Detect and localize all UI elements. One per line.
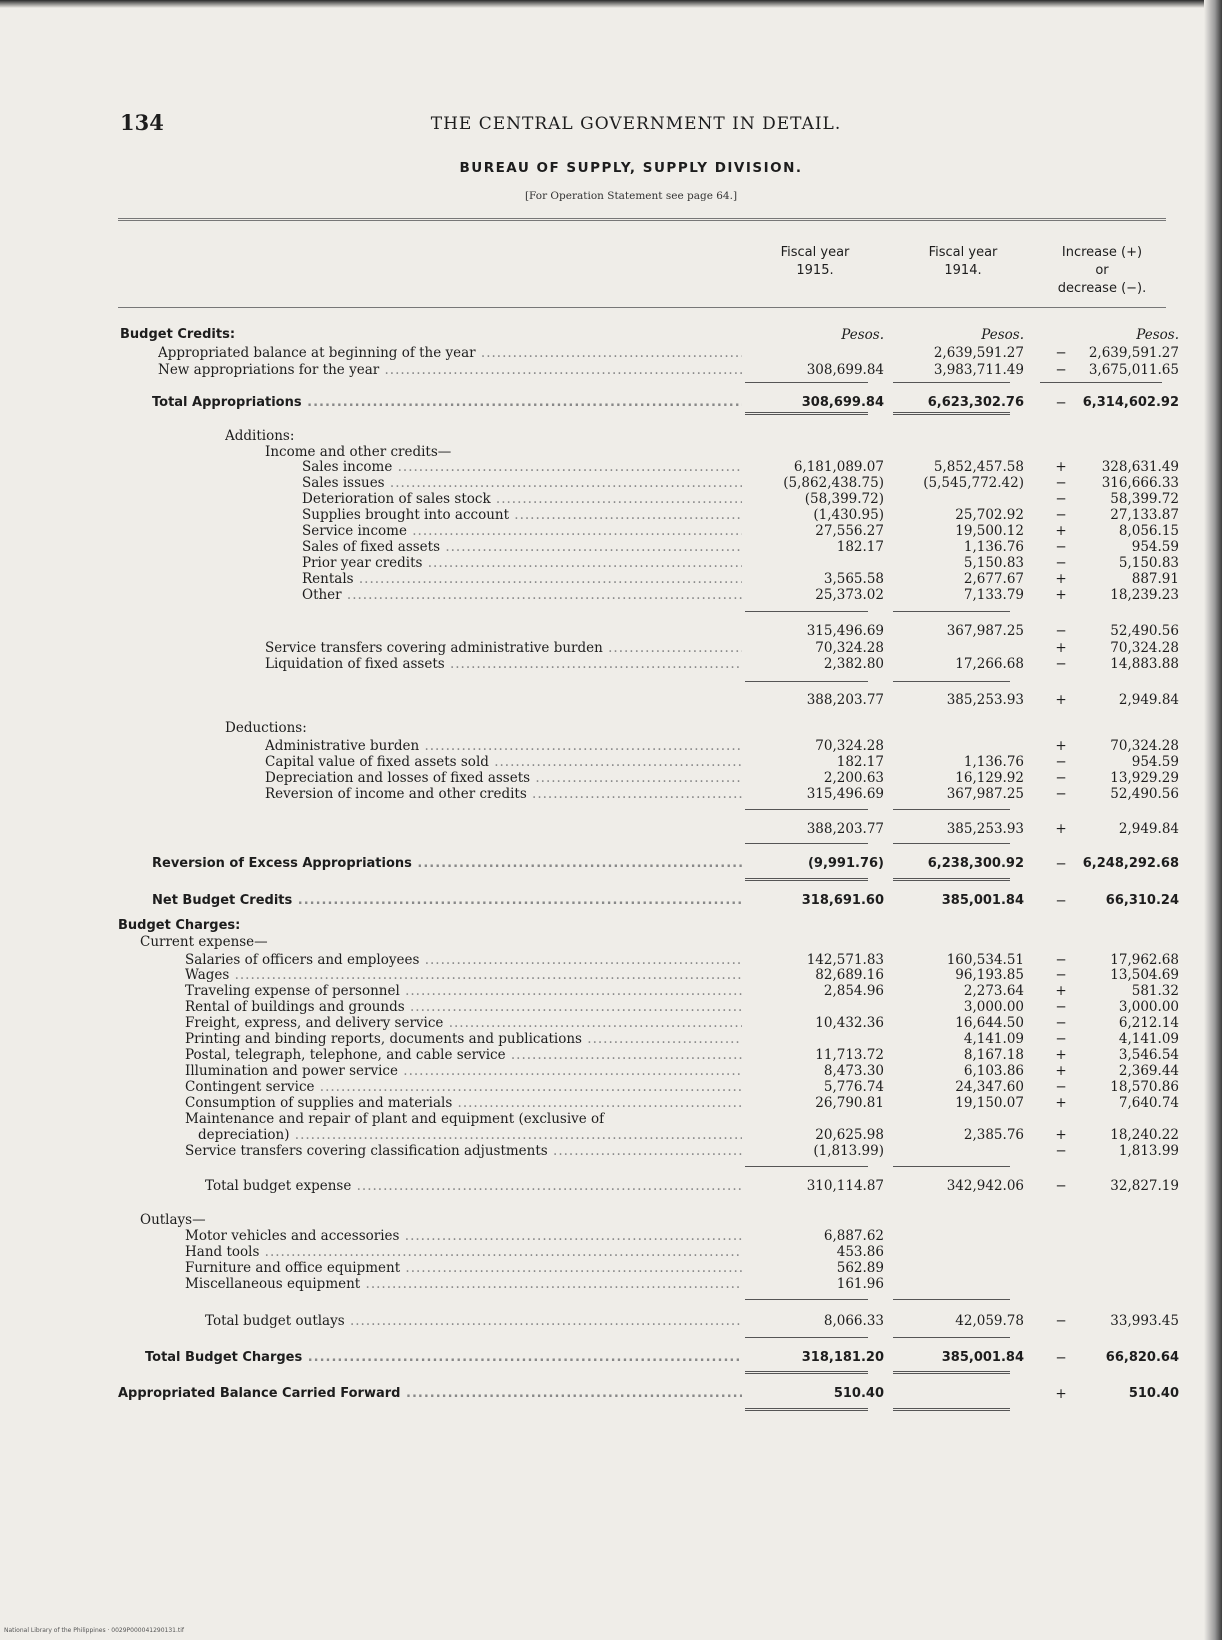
header-bottom-rule bbox=[118, 307, 1166, 308]
change-sign: − bbox=[1055, 555, 1067, 571]
summation-rule bbox=[893, 611, 1010, 612]
value-1915: 182.17 bbox=[836, 754, 884, 770]
row-label: Total Budget Charges ..... bbox=[145, 1350, 742, 1366]
row-label: Sales issues ..... bbox=[302, 475, 742, 491]
value-1914: 385,253.93 bbox=[946, 821, 1024, 837]
change-sign: + bbox=[1055, 1063, 1067, 1079]
column-header-line: Fiscal year bbox=[928, 245, 998, 260]
value-1914: 3,000.00 bbox=[963, 999, 1024, 1015]
summation-rule bbox=[893, 843, 1010, 844]
value-1914: 367,987.25 bbox=[946, 623, 1024, 639]
change-sign: − bbox=[1055, 1079, 1067, 1095]
summation-rule bbox=[893, 809, 1010, 810]
table-row bbox=[0, 934, 1222, 950]
row-label: Budget Charges: bbox=[118, 918, 241, 933]
row-label: Depreciation and losses of fixed assets ..... bbox=[265, 770, 742, 786]
table-row bbox=[0, 656, 1222, 672]
row-label: Net Budget Credits ..... bbox=[152, 893, 742, 909]
value-1915: 25,373.02 bbox=[815, 587, 884, 603]
table-row bbox=[0, 952, 1222, 968]
summation-rule bbox=[893, 412, 1010, 415]
value-1915: 161.96 bbox=[836, 1276, 884, 1292]
value-change: 70,324.28 bbox=[1110, 640, 1179, 656]
value-change: 32,827.19 bbox=[1110, 1178, 1179, 1194]
value-1915: 3,565.58 bbox=[823, 571, 884, 587]
change-sign: − bbox=[1055, 1313, 1067, 1329]
change-sign: − bbox=[1055, 770, 1067, 786]
value-change: 7,640.74 bbox=[1118, 1095, 1179, 1111]
value-1915: (9,991.76) bbox=[807, 856, 884, 871]
change-sign: − bbox=[1055, 1178, 1067, 1194]
value-1914: 7,133.79 bbox=[963, 587, 1024, 603]
value-change: 66,820.64 bbox=[1105, 1350, 1179, 1365]
row-label: Reversion of income and other credits ..... bbox=[265, 786, 742, 802]
value-1915: (58,399.72) bbox=[804, 491, 884, 507]
value-change: 6,212.14 bbox=[1118, 1015, 1179, 1031]
row-label: Income and other credits— bbox=[265, 444, 452, 460]
value-1915: 315,496.69 bbox=[806, 623, 884, 639]
column-header-line: 1915. bbox=[796, 263, 834, 278]
table-row bbox=[0, 345, 1222, 361]
change-sign: + bbox=[1055, 640, 1067, 656]
summation-rule bbox=[893, 1408, 1010, 1411]
summation-rule bbox=[893, 1299, 1010, 1300]
change-sign: − bbox=[1055, 1015, 1067, 1031]
value-1915: 2,382.80 bbox=[823, 656, 884, 672]
row-label: Hand tools ..... bbox=[185, 1244, 742, 1260]
value-1915: 142,571.83 bbox=[806, 952, 884, 968]
value-1915: 310,114.87 bbox=[806, 1178, 884, 1194]
table-row bbox=[0, 1313, 1222, 1329]
page-number: 134 bbox=[120, 110, 164, 135]
value-change: 1,813.99 bbox=[1118, 1143, 1179, 1159]
table-row bbox=[0, 1260, 1222, 1276]
value-1914: 8,167.18 bbox=[963, 1047, 1024, 1063]
table-row bbox=[0, 856, 1222, 872]
change-sign: − bbox=[1055, 786, 1067, 802]
change-sign: + bbox=[1055, 587, 1067, 603]
value-change: Pesos. bbox=[1136, 327, 1179, 343]
table-row bbox=[0, 475, 1222, 491]
value-1914: 19,150.07 bbox=[955, 1095, 1024, 1111]
value-change: 52,490.56 bbox=[1110, 623, 1179, 639]
row-label: Wages ..... bbox=[185, 967, 742, 983]
value-1914: 24,347.60 bbox=[955, 1079, 1024, 1095]
change-sign: − bbox=[1055, 856, 1067, 872]
change-sign: − bbox=[1055, 395, 1067, 411]
summation-rule bbox=[745, 1408, 868, 1411]
row-label: Printing and binding reports, documents and publications ..... bbox=[185, 1031, 742, 1047]
table-row bbox=[0, 1031, 1222, 1047]
row-label: Illumination and power service ..... bbox=[185, 1063, 742, 1079]
row-label: Sales income ..... bbox=[302, 459, 742, 475]
value-1915: 8,066.33 bbox=[823, 1313, 884, 1329]
row-label: New appropriations for the year ..... bbox=[158, 362, 742, 378]
value-1915: (5,862,438.75) bbox=[783, 475, 884, 491]
table-row bbox=[0, 1212, 1222, 1228]
table-row bbox=[0, 786, 1222, 802]
change-sign: − bbox=[1055, 539, 1067, 555]
table-row bbox=[0, 1228, 1222, 1244]
summation-rule bbox=[893, 1371, 1010, 1374]
table-row bbox=[0, 587, 1222, 603]
value-change: 316,666.33 bbox=[1101, 475, 1179, 491]
value-change: 13,929.29 bbox=[1110, 770, 1179, 786]
value-1914: 6,238,300.92 bbox=[927, 856, 1024, 871]
value-change: 33,993.45 bbox=[1110, 1313, 1179, 1329]
table-row bbox=[0, 459, 1222, 475]
change-sign: − bbox=[1055, 656, 1067, 672]
value-1915: 82,689.16 bbox=[815, 967, 884, 983]
change-sign: − bbox=[1055, 475, 1067, 491]
value-1914: 2,273.64 bbox=[963, 983, 1024, 999]
value-1914: 2,639,591.27 bbox=[933, 345, 1024, 361]
row-label: Service transfers covering administrative burden ..... bbox=[265, 640, 742, 656]
table-row bbox=[0, 754, 1222, 770]
value-1915: 26,790.81 bbox=[815, 1095, 884, 1111]
value-change: 18,239.23 bbox=[1110, 587, 1179, 603]
table-row bbox=[0, 821, 1222, 837]
row-label: Maintenance and repair of plant and equipment (exclusive of bbox=[185, 1111, 605, 1127]
table-row bbox=[0, 395, 1222, 411]
table-row bbox=[0, 1350, 1222, 1366]
value-change: 2,949.84 bbox=[1118, 821, 1179, 837]
row-label: Sales of fixed assets ..... bbox=[302, 539, 742, 555]
change-sign: + bbox=[1055, 571, 1067, 587]
summation-rule bbox=[745, 1299, 868, 1300]
value-1915: 308,699.84 bbox=[806, 362, 884, 378]
value-1915: 11,713.72 bbox=[815, 1047, 884, 1063]
table-row bbox=[0, 999, 1222, 1015]
value-1915: Pesos. bbox=[841, 327, 884, 343]
row-label: Postal, telegraph, telephone, and cable service ..... bbox=[185, 1047, 742, 1063]
summation-rule bbox=[745, 878, 868, 881]
change-sign: + bbox=[1055, 1047, 1067, 1063]
change-sign: + bbox=[1055, 692, 1067, 708]
value-1915: 182.17 bbox=[836, 539, 884, 555]
table-row bbox=[0, 738, 1222, 754]
change-sign: − bbox=[1055, 623, 1067, 639]
table-row bbox=[0, 444, 1222, 460]
table-row bbox=[0, 1047, 1222, 1063]
value-1914: 5,852,457.58 bbox=[933, 459, 1024, 475]
value-1915: 10,432.36 bbox=[815, 1015, 884, 1031]
value-1914: 5,150.83 bbox=[963, 555, 1024, 571]
value-1915: 453.86 bbox=[836, 1244, 884, 1260]
value-1914: Pesos. bbox=[981, 327, 1024, 343]
row-label: Supplies brought into account ..... bbox=[302, 507, 742, 523]
value-change: 510.40 bbox=[1128, 1386, 1179, 1401]
change-sign: − bbox=[1055, 1143, 1067, 1159]
value-1914: 385,001.84 bbox=[941, 1350, 1024, 1365]
value-1915: 318,691.60 bbox=[801, 893, 884, 908]
value-1915: 2,200.63 bbox=[823, 770, 884, 786]
row-label: Traveling expense of personnel ..... bbox=[185, 983, 742, 999]
table-row bbox=[0, 1143, 1222, 1159]
value-1915: 562.89 bbox=[836, 1260, 884, 1276]
summation-rule bbox=[893, 681, 1010, 682]
value-1915: 318,181.20 bbox=[801, 1350, 884, 1365]
table-row bbox=[0, 1063, 1222, 1079]
value-change: 58,399.72 bbox=[1110, 491, 1179, 507]
value-1914: 6,103.86 bbox=[963, 1063, 1024, 1079]
summation-rule bbox=[745, 1166, 868, 1167]
table-row bbox=[0, 1111, 1222, 1127]
row-label: Appropriated Balance Carried Forward ..... bbox=[118, 1386, 742, 1402]
value-1915: 510.40 bbox=[833, 1386, 884, 1401]
row-label: Rental of buildings and grounds ..... bbox=[185, 999, 742, 1015]
column-header-1914 bbox=[903, 244, 1023, 280]
row-label: Salaries of officers and employees ..... bbox=[185, 952, 742, 968]
column-header-line: Fiscal year bbox=[780, 245, 850, 260]
summation-rule bbox=[893, 1166, 1010, 1167]
value-1914: 367,987.25 bbox=[946, 786, 1024, 802]
summation-rule bbox=[893, 878, 1010, 881]
table-row bbox=[0, 1079, 1222, 1095]
table-row bbox=[0, 327, 1222, 343]
row-label: Liquidation of fixed assets ..... bbox=[265, 656, 742, 672]
row-label: Reversion of Excess Appropriations ..... bbox=[152, 856, 742, 872]
summation-rule bbox=[745, 681, 868, 682]
column-header-change bbox=[1032, 244, 1172, 298]
scan-credit: National Library of the Philippines · 0029P000041290131.tif bbox=[4, 1627, 185, 1634]
row-label: Consumption of supplies and materials ..... bbox=[185, 1095, 742, 1111]
value-1914: 16,644.50 bbox=[955, 1015, 1024, 1031]
row-label: Total budget expense ..... bbox=[205, 1178, 742, 1194]
value-1914: 385,001.84 bbox=[941, 893, 1024, 908]
summation-rule bbox=[893, 1337, 1010, 1338]
summation-rule bbox=[893, 382, 1010, 383]
value-1914: 4,141.09 bbox=[963, 1031, 1024, 1047]
value-1914: 2,677.67 bbox=[963, 571, 1024, 587]
row-label: Deductions: bbox=[225, 720, 307, 736]
value-change: 5,150.83 bbox=[1118, 555, 1179, 571]
change-sign: + bbox=[1055, 459, 1067, 475]
value-1915: 6,887.62 bbox=[823, 1228, 884, 1244]
value-change: 887.91 bbox=[1131, 571, 1179, 587]
value-change: 17,962.68 bbox=[1110, 952, 1179, 968]
column-header-line: 1914. bbox=[944, 263, 982, 278]
table-row bbox=[0, 1127, 1222, 1143]
row-label: Appropriated balance at beginning of the year ..... bbox=[158, 345, 742, 361]
value-change: 3,675,011.65 bbox=[1088, 362, 1179, 378]
value-change: 6,314,602.92 bbox=[1082, 395, 1179, 410]
row-label: Motor vehicles and accessories ..... bbox=[185, 1228, 742, 1244]
change-sign: + bbox=[1055, 1127, 1067, 1143]
value-1915: 70,324.28 bbox=[815, 640, 884, 656]
value-1914: 160,534.51 bbox=[946, 952, 1024, 968]
summation-rule bbox=[745, 809, 868, 810]
section-title: BUREAU OF SUPPLY, SUPPLY DIVISION. bbox=[459, 160, 803, 176]
table-row bbox=[0, 1386, 1222, 1402]
column-header-line: or bbox=[1095, 263, 1109, 278]
change-sign: − bbox=[1055, 999, 1067, 1015]
value-1915: 27,556.27 bbox=[815, 523, 884, 539]
value-1914: 3,983,711.49 bbox=[933, 362, 1024, 378]
value-1915: 315,496.69 bbox=[806, 786, 884, 802]
value-change: 3,546.54 bbox=[1118, 1047, 1179, 1063]
value-change: 6,248,292.68 bbox=[1082, 856, 1179, 871]
change-sign: − bbox=[1055, 1350, 1067, 1366]
value-change: 2,639,591.27 bbox=[1088, 345, 1179, 361]
value-1914: 16,129.92 bbox=[955, 770, 1024, 786]
row-label: Capital value of fixed assets sold ..... bbox=[265, 754, 742, 770]
value-change: 70,324.28 bbox=[1110, 738, 1179, 754]
value-1915: 2,854.96 bbox=[823, 983, 884, 999]
row-label: Furniture and office equipment ..... bbox=[185, 1260, 742, 1276]
value-change: 2,949.84 bbox=[1118, 692, 1179, 708]
value-change: 328,631.49 bbox=[1101, 459, 1179, 475]
value-1915: 8,473.30 bbox=[823, 1063, 884, 1079]
table-row bbox=[0, 640, 1222, 656]
change-sign: − bbox=[1055, 491, 1067, 507]
value-change: 18,570.86 bbox=[1110, 1079, 1179, 1095]
row-label: Prior year credits ..... bbox=[302, 555, 742, 571]
table-row bbox=[0, 623, 1222, 639]
value-change: 2,369.44 bbox=[1118, 1063, 1179, 1079]
summation-rule bbox=[745, 1337, 868, 1338]
value-1914: (5,545,772.42) bbox=[923, 475, 1024, 491]
value-change: 66,310.24 bbox=[1105, 893, 1179, 908]
value-1915: 70,324.28 bbox=[815, 738, 884, 754]
value-1914: 2,385.76 bbox=[963, 1127, 1024, 1143]
value-1914: 1,136.76 bbox=[963, 539, 1024, 555]
value-change: 581.32 bbox=[1131, 983, 1179, 999]
value-change: 27,133.87 bbox=[1110, 507, 1179, 523]
row-label: Total budget outlays ..... bbox=[205, 1313, 742, 1329]
row-label: Additions: bbox=[225, 428, 295, 444]
change-sign: + bbox=[1055, 1386, 1067, 1402]
table-row bbox=[0, 967, 1222, 983]
table-row bbox=[0, 1015, 1222, 1031]
value-1914: 385,253.93 bbox=[946, 692, 1024, 708]
table-top-rule bbox=[118, 218, 1166, 221]
value-1915: 388,203.77 bbox=[806, 821, 884, 837]
change-sign: + bbox=[1055, 983, 1067, 999]
change-sign: − bbox=[1055, 754, 1067, 770]
running-head: THE CENTRAL GOVERNMENT IN DETAIL. bbox=[430, 114, 842, 134]
row-label: Miscellaneous equipment ..... bbox=[185, 1276, 742, 1292]
change-sign: + bbox=[1055, 523, 1067, 539]
summation-rule bbox=[745, 611, 868, 612]
scan-edge-top bbox=[0, 0, 1222, 8]
value-change: 3,000.00 bbox=[1118, 999, 1179, 1015]
change-sign: + bbox=[1055, 738, 1067, 754]
value-change: 14,883.88 bbox=[1110, 656, 1179, 672]
value-1915: 308,699.84 bbox=[801, 395, 884, 410]
row-label: Other ..... bbox=[302, 587, 742, 603]
section-note: [For Operation Statement see page 64.] bbox=[524, 190, 738, 202]
value-1914: 17,266.68 bbox=[955, 656, 1024, 672]
row-label: Budget Credits: bbox=[120, 327, 236, 342]
value-1915: (1,813.99) bbox=[813, 1143, 884, 1159]
table-row bbox=[0, 507, 1222, 523]
row-label: Freight, express, and delivery service ..... bbox=[185, 1015, 742, 1031]
change-sign: − bbox=[1055, 893, 1067, 909]
value-1914: 19,500.12 bbox=[955, 523, 1024, 539]
row-label: Total Appropriations ..... bbox=[152, 395, 742, 411]
change-sign: + bbox=[1055, 1095, 1067, 1111]
table-row bbox=[0, 770, 1222, 786]
value-1914: 42,059.78 bbox=[955, 1313, 1024, 1329]
value-1914: 1,136.76 bbox=[963, 754, 1024, 770]
table-row bbox=[0, 555, 1222, 571]
value-1915: (1,430.95) bbox=[813, 507, 884, 523]
change-sign: − bbox=[1055, 362, 1067, 378]
value-1914: 342,942.06 bbox=[946, 1178, 1024, 1194]
table-row bbox=[0, 491, 1222, 507]
column-header-line: decrease (−). bbox=[1057, 281, 1147, 296]
table-row bbox=[0, 692, 1222, 708]
column-header-line: Increase (+) bbox=[1061, 245, 1143, 260]
value-1915: 6,181,089.07 bbox=[793, 459, 884, 475]
value-change: 954.59 bbox=[1131, 539, 1179, 555]
row-label: Current expense— bbox=[140, 934, 268, 950]
value-1914: 25,702.92 bbox=[955, 507, 1024, 523]
change-sign: − bbox=[1055, 507, 1067, 523]
row-label: Administrative burden ..... bbox=[265, 738, 742, 754]
change-sign: − bbox=[1055, 967, 1067, 983]
value-1915: 20,625.98 bbox=[815, 1127, 884, 1143]
change-sign: − bbox=[1055, 1031, 1067, 1047]
value-1915: 5,776.74 bbox=[823, 1079, 884, 1095]
value-change: 13,504.69 bbox=[1110, 967, 1179, 983]
change-sign: − bbox=[1055, 345, 1067, 361]
summation-rule bbox=[1040, 382, 1162, 383]
row-label: depreciation) ..... bbox=[198, 1127, 742, 1143]
value-change: 4,141.09 bbox=[1118, 1031, 1179, 1047]
value-change: 18,240.22 bbox=[1110, 1127, 1179, 1143]
table-row bbox=[0, 523, 1222, 539]
summation-rule bbox=[745, 1371, 868, 1374]
table-row bbox=[0, 362, 1222, 378]
row-label: Outlays— bbox=[140, 1212, 206, 1228]
table-row bbox=[0, 539, 1222, 555]
value-change: 52,490.56 bbox=[1110, 786, 1179, 802]
table-row bbox=[0, 1095, 1222, 1111]
value-1914: 6,623,302.76 bbox=[927, 395, 1024, 410]
table-row bbox=[0, 428, 1222, 444]
table-row bbox=[0, 983, 1222, 999]
column-header-1915 bbox=[755, 244, 875, 280]
change-sign: − bbox=[1055, 952, 1067, 968]
value-change: 8,056.15 bbox=[1118, 523, 1179, 539]
summation-rule bbox=[745, 412, 868, 415]
value-1914: 96,193.85 bbox=[955, 967, 1024, 983]
change-sign: + bbox=[1055, 821, 1067, 837]
value-change: 954.59 bbox=[1131, 754, 1179, 770]
table-row bbox=[0, 918, 1222, 934]
table-row bbox=[0, 720, 1222, 736]
table-row bbox=[0, 571, 1222, 587]
row-label: Service income ..... bbox=[302, 523, 742, 539]
table-row bbox=[0, 893, 1222, 909]
row-label: Contingent service ..... bbox=[185, 1079, 742, 1095]
row-label: Service transfers covering classification adjustments ..... bbox=[185, 1143, 742, 1159]
summation-rule bbox=[745, 843, 868, 844]
value-1915: 388,203.77 bbox=[806, 692, 884, 708]
table-row bbox=[0, 1178, 1222, 1194]
table-row bbox=[0, 1276, 1222, 1292]
summation-rule bbox=[745, 382, 868, 383]
row-label: Rentals ..... bbox=[302, 571, 742, 587]
table-row bbox=[0, 1244, 1222, 1260]
row-label: Deterioration of sales stock ..... bbox=[302, 491, 742, 507]
